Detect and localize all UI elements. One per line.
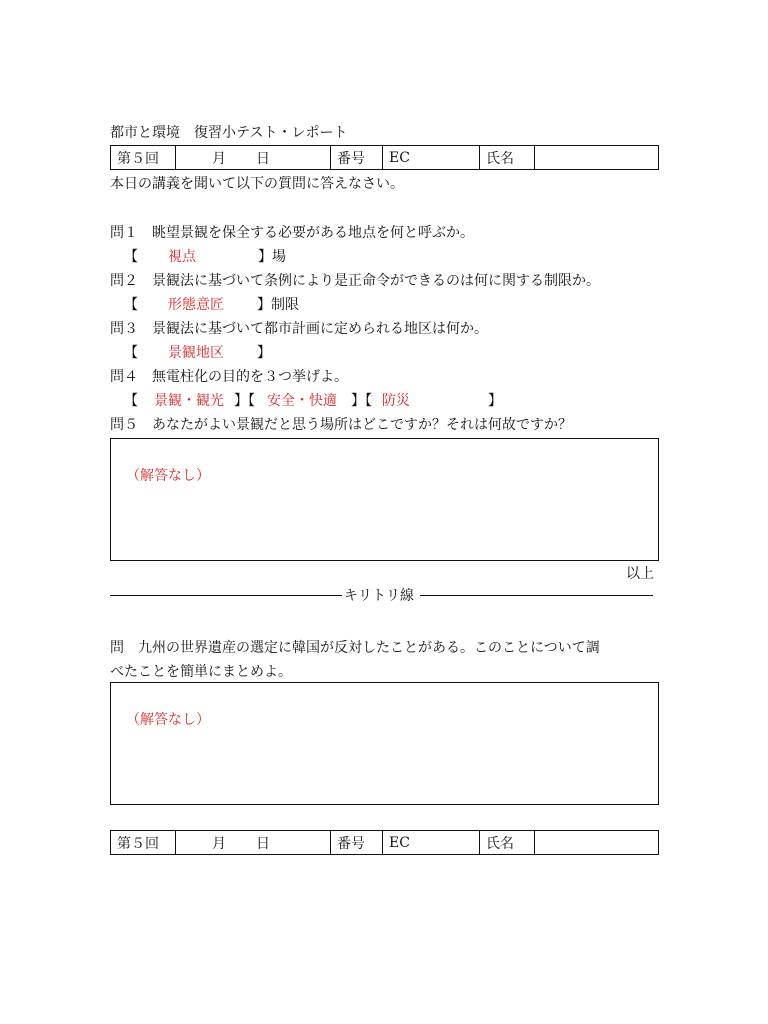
month-label: 月 [212,835,226,852]
day-label: 日 [256,150,270,167]
bracket-close: 】 [488,393,502,409]
name-label-cell: 氏名 [480,146,535,170]
day-label: 日 [256,835,270,852]
question-1-text: 眺望景観を保全する必要がある地点を何と呼ぶか。 [152,225,474,241]
round-cell: 第５回 [111,146,176,170]
report-question-text-1: 九州の世界遺産の選定に韓国が反対したことがある。このことについて調 [138,640,600,656]
student-info-table-top [110,145,659,170]
bracket-open: 【 [124,393,138,409]
name-field[interactable] [535,146,659,170]
question-3-text: 景観法に基づいて都市計画に定められる地区は何か。 [152,321,488,337]
report-answer: （解答なし） [126,712,210,728]
student-info-table-bottom [110,830,659,855]
cut-line-right [420,595,653,596]
question-5-text: あなたがよい景観だと思う場所はどこですか？それは何故ですか？ [152,417,572,433]
name-field[interactable] [535,831,659,855]
question-4-label: 問４ [110,369,138,385]
bracket-separator: 】【 [234,393,255,409]
report-answer-box[interactable] [110,682,659,805]
bracket-open: 【 [124,297,138,313]
answer-2-suffix: 】制限 [257,297,299,313]
question-3 [110,318,488,338]
question-2-text: 景観法に基づいて条例により是正命令ができるのは何に関する制限か。 [152,273,600,289]
question-5 [110,414,572,434]
bracket-close: 】 [257,345,271,361]
answer-3: 景観地区 [168,345,224,361]
answer-4-1: 景観・観光 [154,393,224,409]
number-label-cell: 番号 [331,831,383,855]
answer-5: （解答なし） [126,468,210,484]
instruction-text: 本日の講義を聞いて以下の質問に答えなさい。 [110,176,404,192]
report-question-label: 問 [110,640,124,656]
month-label: 月 [212,150,226,167]
question-4 [110,366,348,386]
cut-line [110,585,653,605]
question-3-label: 問３ [110,321,138,337]
number-field[interactable]: EC [383,831,480,855]
answer-2: 形態意匠 [168,297,224,313]
answer-4-3: 防災 [382,393,410,409]
report-question-line-1 [110,637,600,657]
question-1 [110,222,474,242]
question-5-label: 問５ [110,417,138,433]
question-2 [110,270,600,290]
answer-4-2: 安全・快適 [267,393,337,409]
answer-1: 視点 [168,249,196,265]
number-field[interactable]: EC [383,146,480,170]
answer-5-box[interactable] [110,438,659,561]
answer-1-row [124,246,286,266]
page-title: 都市と環境 復習小テスト・レポート [110,125,348,141]
answer-2-row [124,294,299,314]
bracket-separator: 】【 [351,393,372,409]
round-cell: 第５回 [111,831,176,855]
end-mark: 以上 [626,566,654,582]
answer-4-row [124,390,502,410]
number-label-cell: 番号 [331,146,383,170]
cut-line-label: キリトリ線 [344,588,414,604]
question-2-label: 問２ [110,273,138,289]
answer-3-row [124,342,271,362]
report-question-text-2: べたことを簡単にまとめよ。 [110,664,292,680]
bracket-open: 【 [124,249,138,265]
bracket-open: 【 [124,345,138,361]
answer-1-suffix: 】場 [258,249,286,265]
question-4-text: 無電柱化の目的を３つ挙げよ。 [152,369,348,385]
question-1-label: 問１ [110,225,138,241]
date-cell [176,831,331,855]
name-label-cell: 氏名 [480,831,535,855]
date-cell [176,146,331,170]
cut-line-left [110,595,342,596]
